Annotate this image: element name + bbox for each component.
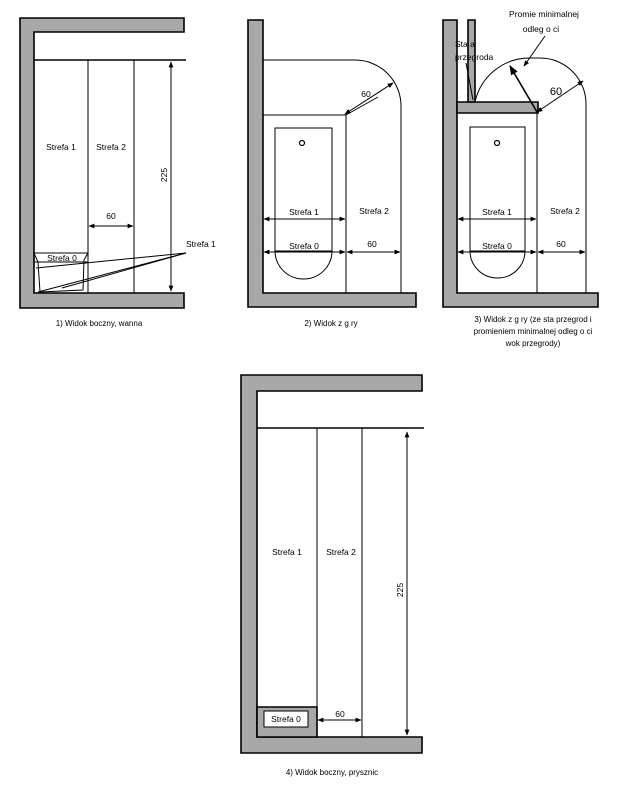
caption-line-2: promieniem minimalnej odleg o ci	[473, 327, 593, 336]
zone-1-label: Strefa 1	[272, 547, 302, 557]
drain-icon	[300, 141, 305, 146]
zone-1-callout-label: Strefa 1	[186, 239, 216, 249]
drain-icon	[495, 141, 500, 146]
wall-section	[241, 375, 422, 753]
dimension-225-label: 225	[159, 167, 169, 183]
caption: 4) Widok boczny, prysznic	[285, 768, 379, 777]
caption-line-1: 3) Widok z g ry (ze sta przegrod i	[474, 315, 592, 324]
zone-2-label: Strefa 2	[326, 547, 356, 557]
diagonal-edge	[346, 97, 378, 115]
bathtub-end-arc	[470, 251, 525, 278]
minimum-distance-radius	[475, 58, 586, 293]
zone-2-label: Strefa 2	[96, 142, 126, 152]
dimension-60-label: 60	[549, 86, 563, 98]
radius-label-line-2: odleg o ci	[522, 24, 560, 34]
zone-2-label: Strefa 2	[359, 206, 389, 216]
dimension-60-label: 60	[361, 89, 371, 99]
zone-1-label: Strefa 1	[46, 142, 76, 152]
caption: 2) Widok z g ry	[304, 319, 358, 328]
callout-line	[62, 253, 186, 288]
partition-label-line-2: przegroda	[455, 52, 494, 62]
caption-line-3: wok przegrody)	[505, 339, 561, 348]
zone-1-label: Strefa 1	[482, 207, 512, 217]
partition-label-line-1: Sta a	[455, 39, 475, 49]
radius-label-line-1: Promie minimalnej	[509, 9, 579, 19]
diagram-1-bathtub-side-view	[20, 18, 216, 328]
fixed-partition	[457, 102, 538, 113]
diagram-3-top-view-partition	[443, 9, 598, 348]
bathtub-end-arc	[275, 251, 332, 279]
radius-label-arrow	[524, 36, 545, 66]
dimension-60-label-bottom: 60	[556, 239, 566, 249]
zone-0-label: Strefa 0	[47, 253, 77, 263]
bathtub-inner	[275, 128, 332, 251]
zone-0-label: Strefa 0	[482, 241, 512, 251]
dimension-225-label: 225	[395, 582, 405, 598]
dimension-60-label: 60	[106, 211, 116, 221]
zone-2-label: Strefa 2	[550, 206, 580, 216]
diagram-2-top-view	[248, 20, 416, 328]
dimension-60-label: 60	[335, 709, 345, 719]
caption: 1) Widok boczny, wanna	[55, 319, 143, 328]
zone-1-label: Strefa 1	[289, 207, 319, 217]
diagram-4-shower-side-view	[241, 375, 424, 777]
wall-section	[20, 18, 184, 308]
dimension-60-label-bottom: 60	[367, 239, 377, 249]
zone-0-label: Strefa 0	[271, 714, 301, 724]
zone-0-label: Strefa 0	[289, 241, 319, 251]
